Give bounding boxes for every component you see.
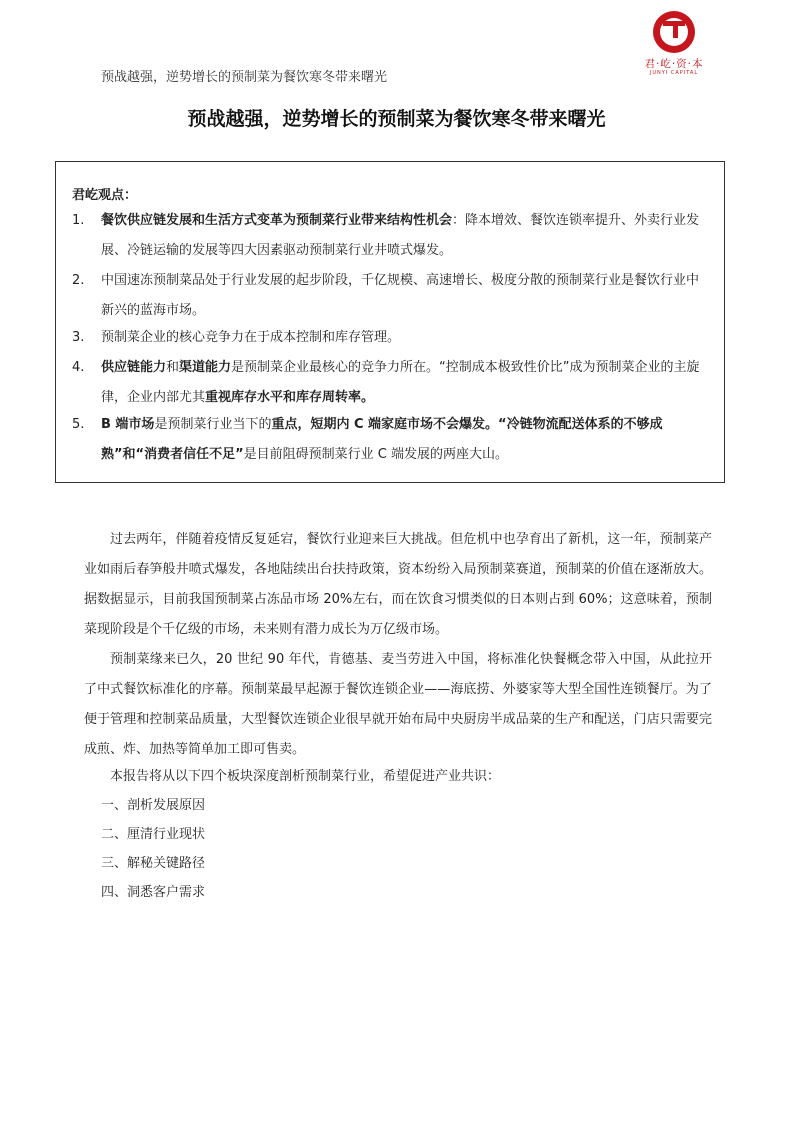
point-text: 是目前阻碍预制菜行业 C 端发展的两座大山。	[243, 447, 508, 462]
point-bold: 供应链能力	[101, 360, 167, 375]
running-header: 预战越强，逆势增长的预制菜为餐饮寒冬带来曙光	[101, 70, 388, 85]
point-number: 2.	[72, 273, 85, 288]
point-bold: B 端市场	[101, 417, 155, 432]
viewpoint-point	[72, 410, 702, 470]
viewpoint-box	[55, 161, 725, 483]
toc-item: 三、解秘关键路径	[101, 856, 206, 871]
point-text: ：降本增效、餐饮连锁率提升、外卖行业发展、冷链运输的发展等四大因素驱动预制菜行业井喷式爆发。	[101, 213, 700, 258]
logo-name: 君·屹·资·本	[644, 58, 704, 70]
point-number: 3.	[72, 330, 85, 345]
point-text: 预制菜企业的核心竞争力在于成本控制和库存管理。	[101, 330, 401, 345]
viewpoint-point	[72, 206, 702, 266]
point-number: 5.	[72, 417, 85, 432]
point-text: 是预制菜行业当下的	[154, 417, 272, 432]
point-bold: 重视库存水平和库存周转率。	[205, 390, 375, 405]
point-text: 中国速冻预制菜品处于行业发展的起步阶段，千亿规模、高速增长、极度分散的预制菜行业是餐饮行业中新兴的蓝海市场。	[101, 273, 700, 318]
body-paragraph: 预制菜缘来已久，20 世纪 90 年代，肯德基、麦当劳进入中国，将标准化快餐概念带入中国，从此拉开了中式餐饮标准化的序幕。预制菜最早起源于餐饮连锁企业——海底捞、外婆家等大型全国性连锁餐厅。为了便于管理和控制菜品质量，大型餐饮连锁企业很早就开始布局中央厨房半成品菜的生产和配送，门店只需要完成煎、炸、加热等简单加工即可售卖。	[84, 652, 712, 757]
viewpoint-heading: 君屹观点：	[72, 188, 138, 203]
viewpoint-point	[72, 323, 702, 353]
viewpoint-point	[72, 353, 702, 413]
logo-subtitle: JUNYI CAPITAL	[649, 70, 699, 76]
junyi-logo-icon	[633, 8, 715, 56]
point-text: 和	[166, 360, 180, 375]
document-title: 预战越强，逆势增长的预制菜为餐饮寒冬带来曙光	[187, 108, 606, 130]
junyi-capital-logo	[633, 8, 715, 78]
viewpoint-point	[72, 266, 702, 326]
point-number: 1.	[72, 213, 85, 228]
point-number: 4.	[72, 360, 85, 375]
body-paragraph: 本报告将从以下四个板块深度剖析预制菜行业，希望促进产业共识：	[110, 769, 501, 784]
toc-item: 一、剖析发展原因	[101, 798, 206, 813]
body-paragraph: 过去两年，伴随着疫情反复延宕，餐饮行业迎来巨大挑战。但危机中也孕育出了新机，这一年，预制菜产业如雨后春笋般井喷式爆发，各地陆续出台扶持政策，资本纷纷入局预制菜赛道，预制菜的价值在逐渐放大。据数据显示，目前我国预制菜占冻品市场 20%左右，而在饮食习惯类似的日本则占到 60%；这意味着，预制菜现阶段是个千亿级的市场，未来则有潜力成长为万亿级市场。	[84, 532, 712, 637]
point-bold: 渠道能力	[179, 360, 232, 375]
point-text: 是预制菜企业最核心的竞争力所在。“控制成本极致性价比”成为预制菜企业的主旋律，企业内部尤其	[101, 360, 700, 405]
toc-item: 四、洞悉客户需求	[101, 885, 206, 900]
point-bold: 重点，短期内 C 端家庭市场不会爆发。“冷链物流配送体系的不够成熟”和“消费者信任不足”	[101, 417, 663, 462]
toc-item: 二、厘清行业现状	[101, 827, 206, 842]
point-bold: 餐饮供应链发展和生活方式变革为预制菜行业带来结构性机会	[101, 213, 453, 228]
